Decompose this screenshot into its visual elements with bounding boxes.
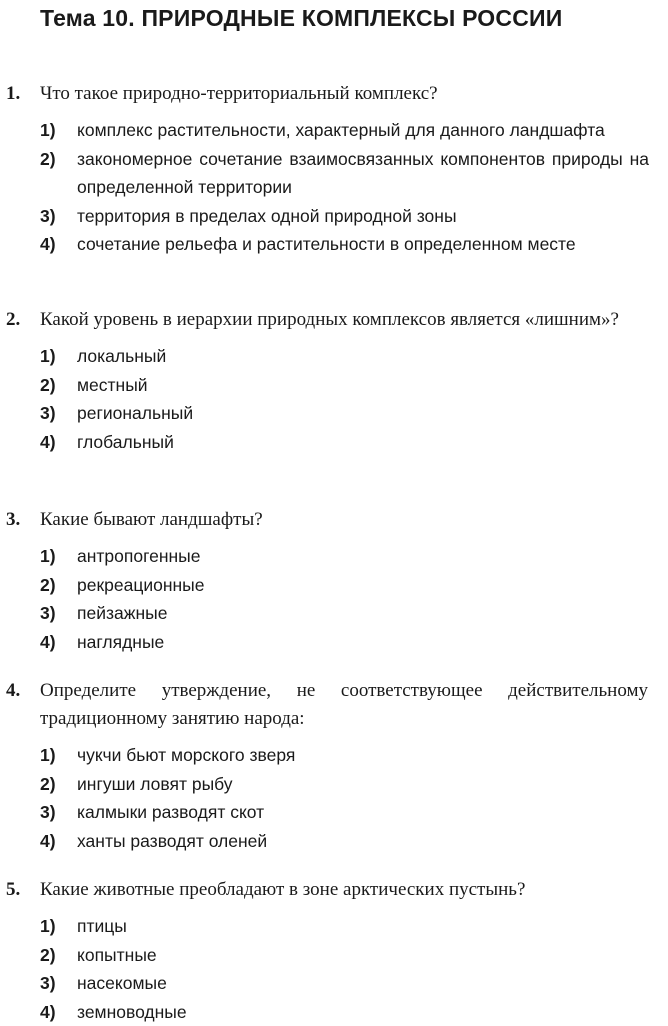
answer-option[interactable] [0,912,668,941]
question-header [0,876,668,904]
option-text: ингуши ловят рыбу [77,770,649,799]
option-number: 2) [40,770,77,799]
option-text: закономерное сочетание взаимосвязанных компонентов природы на определенной территории [77,145,649,202]
question-text: Что такое природно-территориальный комплекс? [40,80,648,108]
question-header [0,306,668,334]
answer-option[interactable] [0,116,668,145]
answer-option[interactable] [0,941,668,970]
option-number: 1) [40,116,77,145]
question-number: 4. [0,677,40,733]
option-text: копытные [77,941,649,970]
option-number: 4) [40,827,77,856]
answer-option[interactable] [0,342,668,371]
question-text: Определите утверждение, не соответствующее действительному традиционному занятию народа: [40,677,648,733]
answer-option[interactable] [0,599,668,628]
option-number: 3) [40,399,77,428]
option-text: калмыки разводят скот [77,798,649,827]
question-header [0,80,668,108]
option-number: 1) [40,342,77,371]
answer-options [0,342,668,456]
option-text: региональный [77,399,649,428]
answer-options [0,542,668,656]
option-number: 4) [40,628,77,657]
option-text: пейзажные [77,599,649,628]
answer-options [0,116,668,259]
option-text: локальный [77,342,649,371]
answer-options [0,912,668,1026]
question-text: Какие животные преобладают в зоне арктических пустынь? [40,876,648,904]
option-text: сочетание рельефа и растительности в определенном месте [77,230,649,259]
question-text: Какой уровень в иерархии природных комплексов является «лишним»? [40,306,648,334]
answer-option[interactable] [0,998,668,1026]
option-text: глобальный [77,428,649,457]
option-number: 2) [40,571,77,600]
question-3 [0,506,668,656]
question-number: 3. [0,506,40,534]
option-text: чукчи бьют морского зверя [77,741,649,770]
question-text: Какие бывают ландшафты? [40,506,648,534]
answer-option[interactable] [0,741,668,770]
answer-option[interactable] [0,230,668,259]
option-number: 3) [40,202,77,231]
answer-options [0,741,668,855]
question-header [0,506,668,534]
option-text: местный [77,371,649,400]
option-text: антропогенные [77,542,649,571]
question-header [0,677,668,733]
option-number: 1) [40,542,77,571]
option-number: 4) [40,428,77,457]
answer-option[interactable] [0,145,668,202]
option-number: 4) [40,230,77,259]
option-number: 2) [40,371,77,400]
option-text: ханты разводят оленей [77,827,649,856]
question-1 [0,80,668,259]
option-number: 3) [40,599,77,628]
page-title: Тема 10. ПРИРОДНЫЕ КОМПЛЕКСЫ РОССИИ [40,4,668,62]
answer-option[interactable] [0,399,668,428]
question-5 [0,876,668,1026]
option-number: 4) [40,998,77,1026]
option-number: 3) [40,969,77,998]
answer-option[interactable] [0,770,668,799]
question-4 [0,677,668,855]
option-text: насекомые [77,969,649,998]
answer-option[interactable] [0,827,668,856]
answer-option[interactable] [0,202,668,231]
question-2 [0,306,668,456]
answer-option[interactable] [0,428,668,457]
option-text: наглядные [77,628,649,657]
answer-option[interactable] [0,371,668,400]
option-number: 2) [40,145,77,202]
option-number: 1) [40,741,77,770]
option-text: комплекс растительности, характерный для данного ландшафта [77,116,649,145]
option-text: территория в пределах одной природной зоны [77,202,649,231]
option-number: 3) [40,798,77,827]
answer-option[interactable] [0,969,668,998]
question-number: 1. [0,80,40,108]
answer-option[interactable] [0,571,668,600]
question-number: 2. [0,306,40,334]
option-text: рекреационные [77,571,649,600]
option-text: птицы [77,912,649,941]
question-number: 5. [0,876,40,904]
answer-option[interactable] [0,798,668,827]
answer-option[interactable] [0,628,668,657]
option-number: 1) [40,912,77,941]
option-number: 2) [40,941,77,970]
answer-option[interactable] [0,542,668,571]
option-text: земноводные [77,998,649,1026]
